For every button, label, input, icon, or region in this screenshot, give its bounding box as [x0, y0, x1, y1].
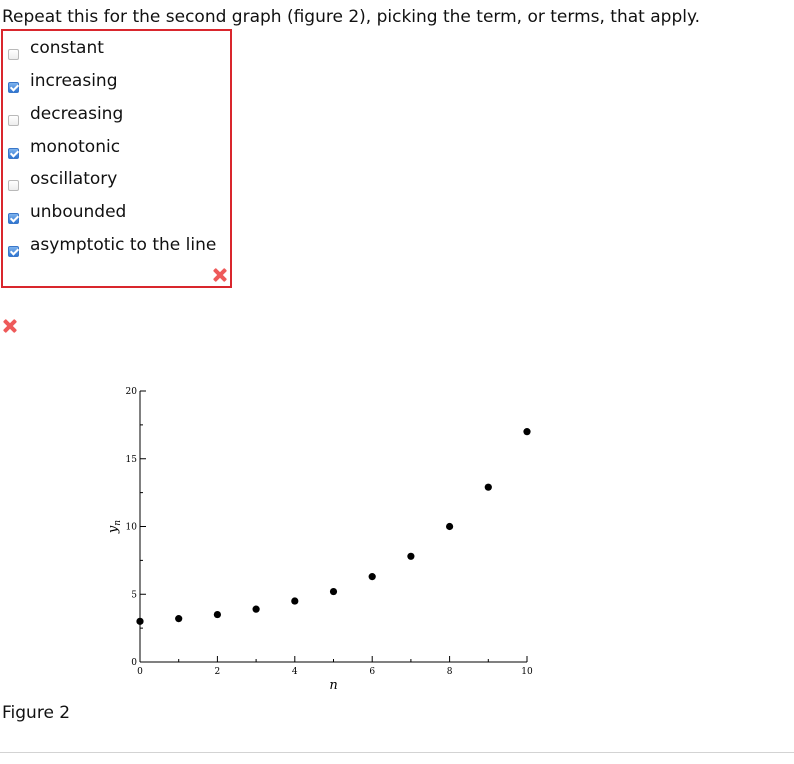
y-tick-label: 5 [131, 590, 137, 601]
y-tick-label: 10 [125, 522, 137, 533]
option-label: increasing [30, 71, 118, 91]
option-label: asymptotic to the line [30, 235, 217, 255]
data-point [446, 523, 453, 530]
y-tick-label: 15 [125, 454, 137, 465]
option-label: unbounded [30, 202, 127, 222]
x-tick-label: 2 [214, 667, 221, 677]
y-tick-label: 20 [125, 387, 137, 397]
y-tick-label: 0 [131, 658, 137, 668]
data-point [330, 588, 337, 595]
data-point [485, 484, 492, 491]
data-point [369, 573, 376, 580]
data-point [523, 428, 530, 435]
x-axis-label: n [329, 678, 338, 693]
x-tick-label: 0 [137, 667, 143, 677]
divider [0, 752, 794, 753]
data-point [175, 615, 182, 622]
x-tick-label: 8 [446, 667, 453, 677]
question-text: Repeat this for the second graph (figure 2), picking the term, or terms, that apply. [2, 7, 700, 27]
option-label: monotonic [30, 137, 121, 157]
figure-caption: Figure 2 [2, 703, 71, 723]
data-point [291, 597, 298, 604]
y-axis-label: $y_n$ [106, 519, 123, 534]
data-point [214, 611, 221, 618]
x-tick-label: 4 [291, 667, 298, 677]
option-label: decreasing [30, 104, 124, 124]
data-point [407, 553, 414, 560]
data-point [253, 606, 260, 613]
option-label: oscillatory [30, 169, 118, 189]
x-tick-label: 10 [521, 667, 533, 677]
x-tick-label: 6 [369, 667, 376, 677]
option-label: constant [30, 38, 104, 58]
data-point [136, 618, 143, 625]
